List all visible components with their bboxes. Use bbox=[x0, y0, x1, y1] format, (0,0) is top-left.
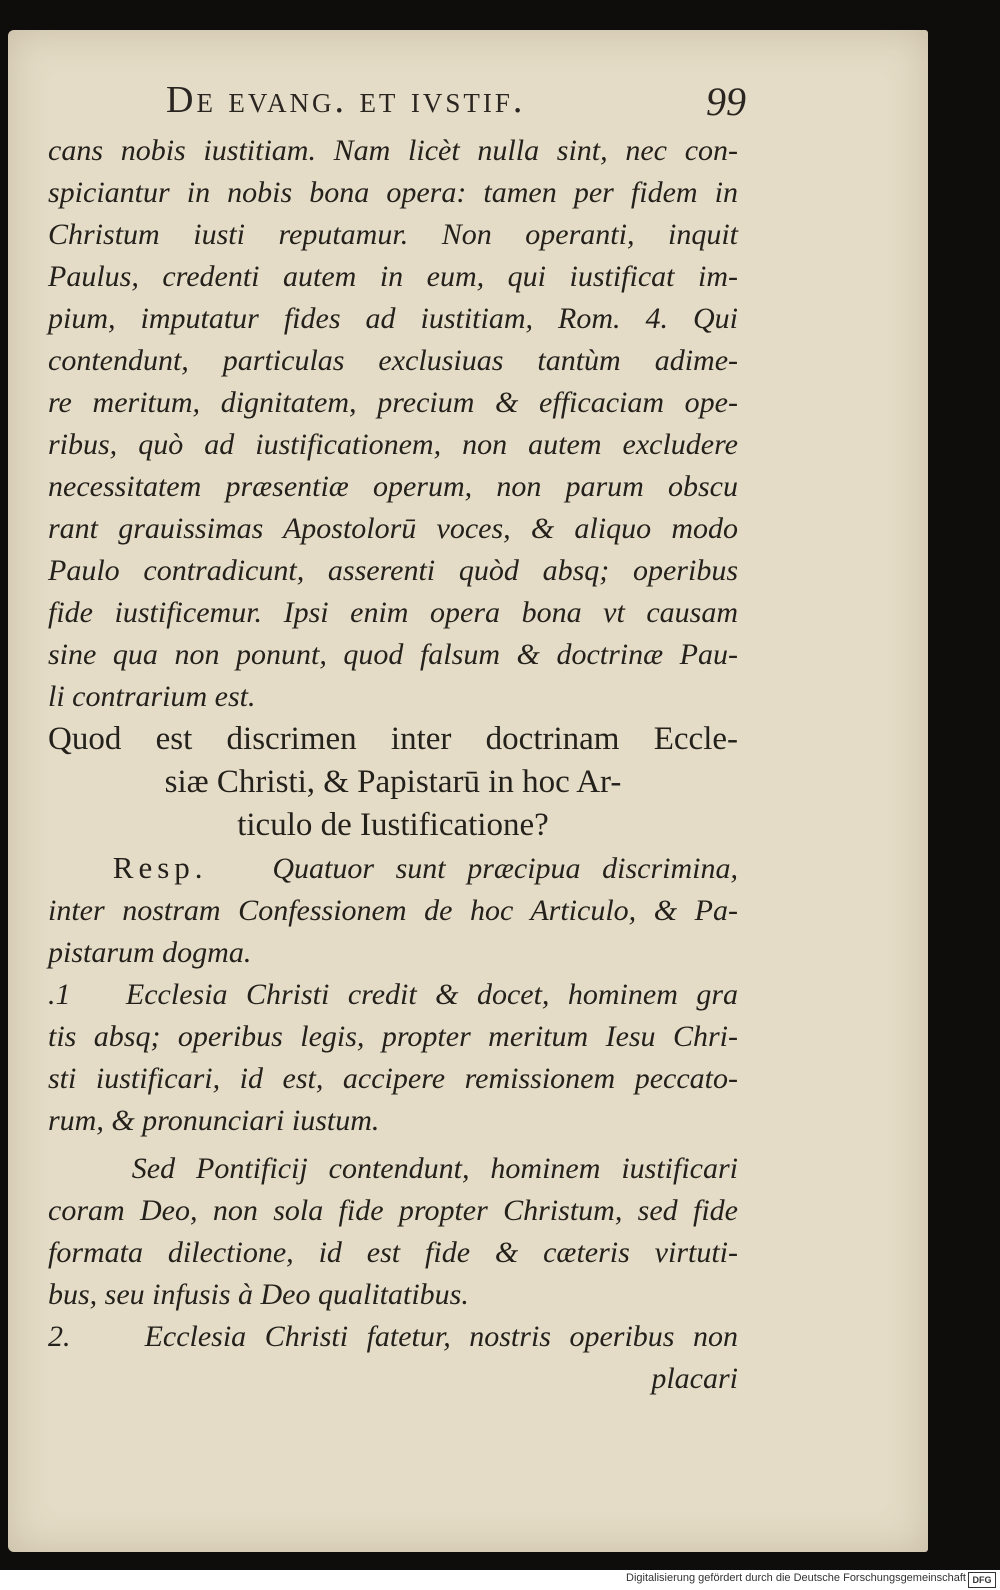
point-number: .1 bbox=[48, 978, 71, 1011]
page-number: 99 bbox=[706, 79, 746, 124]
response-line: inter nostram Confessionem de hoc Articulo, & Pa- bbox=[48, 894, 738, 927]
text-line: li contrarium est. bbox=[48, 680, 256, 713]
response-text: Quatuor sunt præcipua discrimina, bbox=[272, 852, 738, 885]
point-number: 2. bbox=[48, 1320, 71, 1353]
text-line: sine qua non ponunt, quod falsum & doctrinæ Pau- bbox=[48, 638, 738, 671]
funding-credit: Digitalisierung gefördert durch die Deutsche Forschungsgemeinschaft bbox=[626, 1572, 966, 1584]
pontifici-line: formata dilectione, id est fide & cæteris virtuti- bbox=[48, 1236, 738, 1269]
text-line: ribus, quò ad iustificationem, non autem excludere bbox=[48, 428, 738, 461]
pontifici-line bbox=[48, 1148, 738, 1190]
text-line: contendunt, particulas exclusiuas tantùm adime- bbox=[48, 344, 738, 377]
point-line bbox=[48, 974, 738, 1016]
footer-bar bbox=[0, 1570, 1000, 1590]
text-line: rant grauissimas Apostolorū voces, & aliquo modo bbox=[48, 512, 738, 545]
section-heading-line: siæ Christi, & Papistarū in hoc Ar- bbox=[164, 764, 622, 800]
response-label: Resp. bbox=[112, 850, 208, 885]
running-title: De evang. et ivstif. bbox=[166, 79, 526, 121]
text-line: Christum iusti reputamur. Non operanti, inquit bbox=[48, 218, 738, 251]
point-text: Ecclesia Christi credit & docet, hominem gra bbox=[125, 978, 738, 1011]
response-line: pistarum dogma. bbox=[48, 936, 252, 969]
dfg-logo: DFG bbox=[968, 1572, 996, 1588]
page-header bbox=[166, 78, 746, 128]
point-line: rum, & pronunciari iustum. bbox=[48, 1104, 380, 1137]
point-line: sti iustificari, id est, accipere remissionem peccato- bbox=[48, 1062, 738, 1095]
catchword: placari bbox=[651, 1362, 738, 1395]
pontifici-line: bus, seu infusis à Deo qualitatibus. bbox=[48, 1278, 469, 1311]
response-line bbox=[48, 847, 738, 890]
text-line: pium, imputatur fides ad iustitiam, Rom. 4. Qui bbox=[48, 302, 738, 335]
pontifici-line: coram Deo, non sola fide propter Christum, sed fide bbox=[48, 1194, 738, 1227]
text-line: spiciantur in nobis bona opera: tamen per fidem in bbox=[48, 176, 738, 209]
text-line: Paulus, credenti autem in eum, qui iustificat im- bbox=[48, 260, 738, 293]
text-line: Paulo contradicunt, asserenti quòd absq; operibus bbox=[48, 554, 738, 587]
book-page bbox=[8, 30, 928, 1552]
section-heading-line: ticulo de Iustificatione? bbox=[237, 807, 549, 843]
main-text bbox=[48, 130, 738, 1400]
section-heading-line: Quod est discrimen inter doctrinam Eccle- bbox=[48, 721, 738, 757]
text-line: necessitatem præsentiæ operum, non parum obscu bbox=[48, 470, 738, 503]
pontifici-text: Sed Pontificij contendunt, hominem iustificari bbox=[131, 1152, 739, 1185]
text-line: cans nobis iustitiam. Nam licèt nulla sint, nec con- bbox=[48, 134, 738, 167]
text-line: re meritum, dignitatem, precium & efficaciam ope- bbox=[48, 386, 738, 419]
point-text: Ecclesia Christi fatetur, nostris operibus non bbox=[144, 1320, 738, 1353]
text-line: fide iustificemur. Ipsi enim opera bona vt causam bbox=[48, 596, 738, 629]
point-line: tis absq; operibus legis, propter meritum Iesu Chri- bbox=[48, 1020, 738, 1053]
point-line bbox=[48, 1316, 738, 1358]
